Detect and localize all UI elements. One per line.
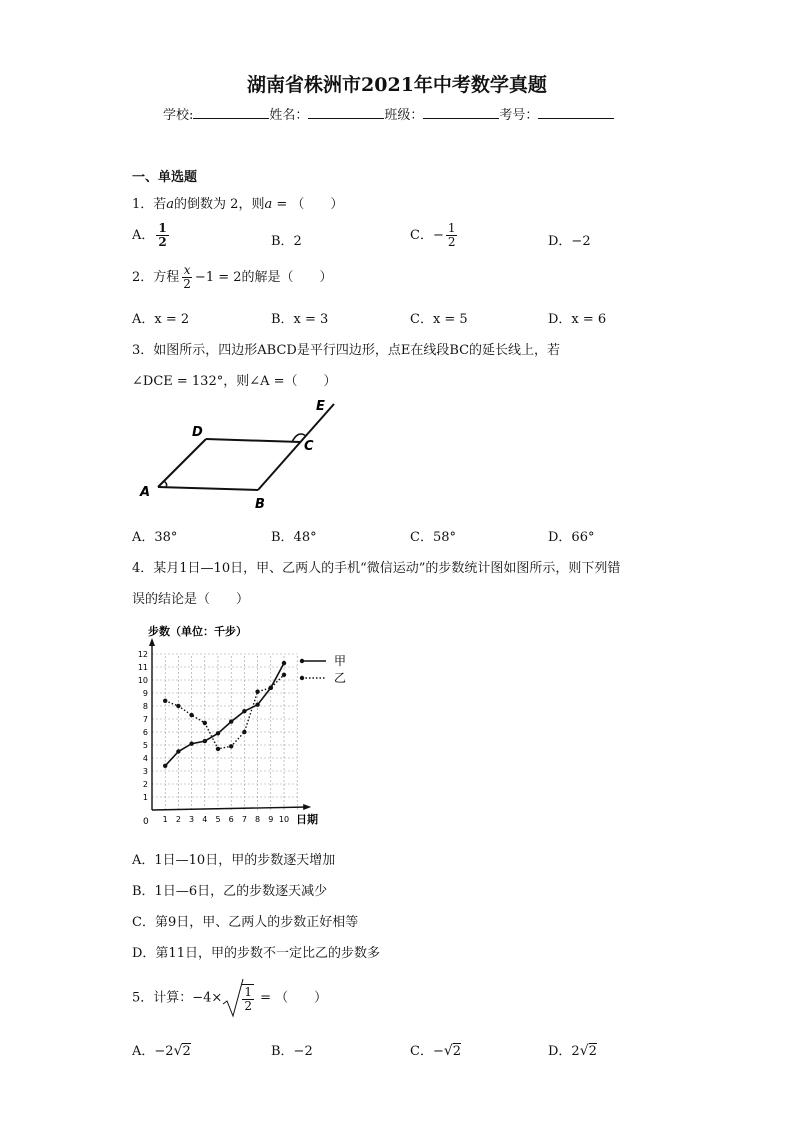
q1-mid: 的倒数为 2，则 bbox=[174, 197, 265, 212]
edge-ab bbox=[158, 487, 258, 490]
series-2-point bbox=[242, 730, 246, 734]
q4-option-a: A．1日—10日，甲的步数逐天增加 bbox=[132, 853, 336, 868]
y-tick-label: 11 bbox=[137, 663, 148, 672]
q2-option-d: D．x = 6 bbox=[548, 312, 607, 327]
label-e: E bbox=[316, 399, 325, 414]
q5-a-pre: A．−2 bbox=[132, 1044, 174, 1059]
question-2 bbox=[132, 264, 333, 291]
q1-option-d: D．−2 bbox=[548, 234, 591, 249]
x-tick-label: 3 bbox=[189, 815, 195, 824]
chart-ticks bbox=[138, 650, 289, 824]
q1-c-label: C．− bbox=[410, 228, 444, 243]
q1-c-num: 1 bbox=[447, 221, 456, 235]
q1-option-c bbox=[410, 222, 459, 249]
x-tick-label: 10 bbox=[278, 815, 290, 824]
q5-sqrt-den: 2 bbox=[244, 998, 252, 1013]
school-blank bbox=[193, 106, 269, 119]
series-2-point bbox=[282, 673, 286, 677]
label-a: A bbox=[140, 485, 151, 500]
x-tick-label: 8 bbox=[255, 815, 261, 824]
chart-series bbox=[163, 661, 286, 768]
y-tick-label: 1 bbox=[142, 793, 148, 802]
series-2-point bbox=[216, 747, 220, 751]
x-tick-label: 1 bbox=[162, 815, 168, 824]
x-tick-label: 2 bbox=[175, 815, 181, 824]
angle-a-mark bbox=[164, 481, 167, 487]
legend-label-1: 甲 bbox=[334, 654, 347, 668]
series-1-point bbox=[176, 749, 180, 753]
series-1-point bbox=[242, 709, 246, 713]
x-tick-label: 5 bbox=[215, 815, 221, 824]
series-1-point bbox=[189, 742, 193, 746]
q3-option-b: B．48° bbox=[271, 530, 317, 545]
q2-option-c: C．x = 5 bbox=[410, 312, 468, 327]
series-line-1 bbox=[165, 663, 284, 766]
q5-suffix: = （ ） bbox=[255, 990, 328, 1006]
series-2-point bbox=[255, 690, 259, 694]
series-line-2 bbox=[165, 675, 284, 749]
q5-c-pre: C．− bbox=[410, 1044, 444, 1059]
q5-option-b: B．−2 bbox=[271, 1044, 313, 1059]
label-b: B bbox=[255, 497, 265, 512]
class-blank bbox=[423, 106, 499, 119]
q4-option-b: B．1日—6日，乙的步数逐天减少 bbox=[132, 884, 328, 899]
q5-option-d bbox=[548, 1040, 597, 1059]
series-1-point bbox=[255, 703, 259, 707]
q5-d-radical: √ bbox=[579, 1043, 589, 1059]
chart-xlabel: 日期 bbox=[296, 813, 318, 826]
y-axis-arrow bbox=[149, 638, 155, 646]
series-1-point bbox=[229, 719, 233, 723]
name-label: 姓名： bbox=[269, 108, 309, 123]
chart-title: 步数（单位：千步） bbox=[148, 625, 247, 638]
series-1-point bbox=[203, 739, 207, 743]
question-4-line-1: 4．某月1日—10日，甲、乙两人的手机“微信运动”的步数统计图如图所示，则下列错 bbox=[132, 561, 621, 576]
q3-option-c: C．58° bbox=[410, 530, 456, 545]
label-c: C bbox=[304, 439, 314, 454]
q5-a-radical: √ bbox=[173, 1043, 183, 1059]
series-1-point bbox=[282, 661, 286, 665]
series-2-point bbox=[163, 699, 167, 703]
q5-prefix: 5．计算：−4× bbox=[132, 990, 223, 1006]
q1-c-den: 2 bbox=[447, 235, 456, 249]
q1-a-fraction bbox=[156, 222, 168, 249]
question-1 bbox=[132, 193, 343, 212]
q5-c-radical: √ bbox=[443, 1043, 453, 1059]
q4-option-d: D．第11日，甲的步数不一定比乙的步数多 bbox=[132, 946, 380, 961]
q5-option-a bbox=[132, 1040, 191, 1059]
y-tick-label: 2 bbox=[142, 780, 148, 789]
y-tick-label: 3 bbox=[142, 767, 148, 776]
step-count-chart bbox=[130, 616, 370, 830]
q1-var: a bbox=[166, 197, 175, 212]
edge-be bbox=[258, 404, 334, 490]
number-label: 考号： bbox=[499, 108, 539, 123]
question-3-line-1: 3．如图所示，四边形ABCD是平行四边形，点E在线段BC的延长线上，若 bbox=[132, 343, 561, 358]
x-tick-label: 9 bbox=[268, 815, 274, 824]
q1-a-num: 1 bbox=[158, 221, 167, 235]
y-tick-label: 6 bbox=[142, 728, 148, 737]
series-2-point bbox=[269, 686, 273, 690]
q1-a-den: 2 bbox=[158, 235, 167, 249]
q2-option-a: A．x = 2 bbox=[132, 312, 190, 327]
q5-sqrt-num: 1 bbox=[244, 984, 252, 999]
series-2-point bbox=[203, 721, 207, 725]
q1-a-label: A． bbox=[132, 228, 155, 243]
question-5 bbox=[132, 978, 327, 1018]
q2-fraction bbox=[181, 264, 193, 291]
x-tick-label: 4 bbox=[202, 815, 208, 824]
parallelogram-figure bbox=[130, 392, 350, 514]
q5-d-radicand: 2 bbox=[588, 1044, 597, 1059]
question-3-line-2: ∠DCE = 132°，则∠A =（ ） bbox=[132, 374, 337, 389]
student-info-line bbox=[163, 104, 614, 123]
y-tick-label: 7 bbox=[142, 715, 148, 724]
series-1-point bbox=[163, 764, 167, 768]
q1-prefix: 1．若 bbox=[132, 197, 167, 212]
page-title: 湖南省株洲市2021年中考数学真题 bbox=[247, 74, 547, 96]
school-label: 学校: bbox=[163, 108, 194, 123]
series-2-point bbox=[229, 744, 233, 748]
q5-sqrt-fraction bbox=[242, 984, 254, 1013]
q1-var2: a bbox=[264, 197, 273, 212]
x-axis-arrow bbox=[303, 804, 311, 810]
q2-frac-num: x bbox=[183, 263, 191, 277]
class-label: 班级： bbox=[384, 108, 424, 123]
legend-marker-1 bbox=[300, 659, 304, 663]
y-tick-label: 5 bbox=[142, 741, 148, 750]
q1-suffix: = （ ） bbox=[272, 197, 344, 212]
q2-suffix: −1 = 2的解是（ ） bbox=[194, 270, 333, 285]
chart-origin-label: 0 bbox=[143, 817, 149, 827]
y-tick-label: 4 bbox=[142, 754, 148, 763]
legend-marker-2 bbox=[300, 676, 304, 680]
q3-option-a: A．38° bbox=[132, 530, 178, 545]
q5-sqrt bbox=[222, 978, 256, 1018]
y-tick-label: 8 bbox=[142, 702, 148, 711]
chart-grid bbox=[152, 654, 297, 810]
q5-option-c bbox=[410, 1040, 461, 1059]
q2-frac-den: 2 bbox=[183, 277, 191, 291]
q5-a-radicand: 2 bbox=[182, 1044, 191, 1059]
q1-option-a bbox=[132, 222, 171, 249]
y-tick-label: 9 bbox=[142, 689, 148, 698]
x-tick-label: 7 bbox=[241, 815, 247, 824]
series-2-point bbox=[189, 713, 193, 717]
question-4-line-2: 误的结论是（ ） bbox=[132, 592, 250, 607]
section-heading: 一、单选题 bbox=[132, 170, 198, 185]
y-tick-label: 10 bbox=[137, 676, 148, 685]
x-tick-label: 6 bbox=[228, 815, 234, 824]
q5-d-pre: D．2 bbox=[548, 1044, 580, 1059]
label-d: D bbox=[192, 425, 203, 440]
q4-option-c: C．第9日，甲、乙两人的步数正好相等 bbox=[132, 915, 359, 930]
q5-radical-sign bbox=[222, 978, 244, 1018]
edge-ad bbox=[158, 439, 206, 487]
q3-option-d: D．66° bbox=[548, 530, 595, 545]
name-blank bbox=[308, 106, 384, 119]
q5-c-radicand: 2 bbox=[452, 1044, 462, 1059]
q1-option-b: B．2 bbox=[271, 234, 302, 249]
q2-prefix: 2．方程 bbox=[132, 270, 180, 285]
edge-dc bbox=[206, 439, 300, 442]
series-1-point bbox=[216, 731, 220, 735]
q1-c-fraction bbox=[446, 222, 458, 249]
series-2-point bbox=[176, 704, 180, 708]
q2-option-b: B．x = 3 bbox=[271, 312, 329, 327]
y-tick-label: 12 bbox=[137, 650, 148, 659]
chart-legend bbox=[300, 654, 346, 685]
legend-label-2: 乙 bbox=[334, 671, 347, 685]
number-blank bbox=[538, 106, 614, 119]
